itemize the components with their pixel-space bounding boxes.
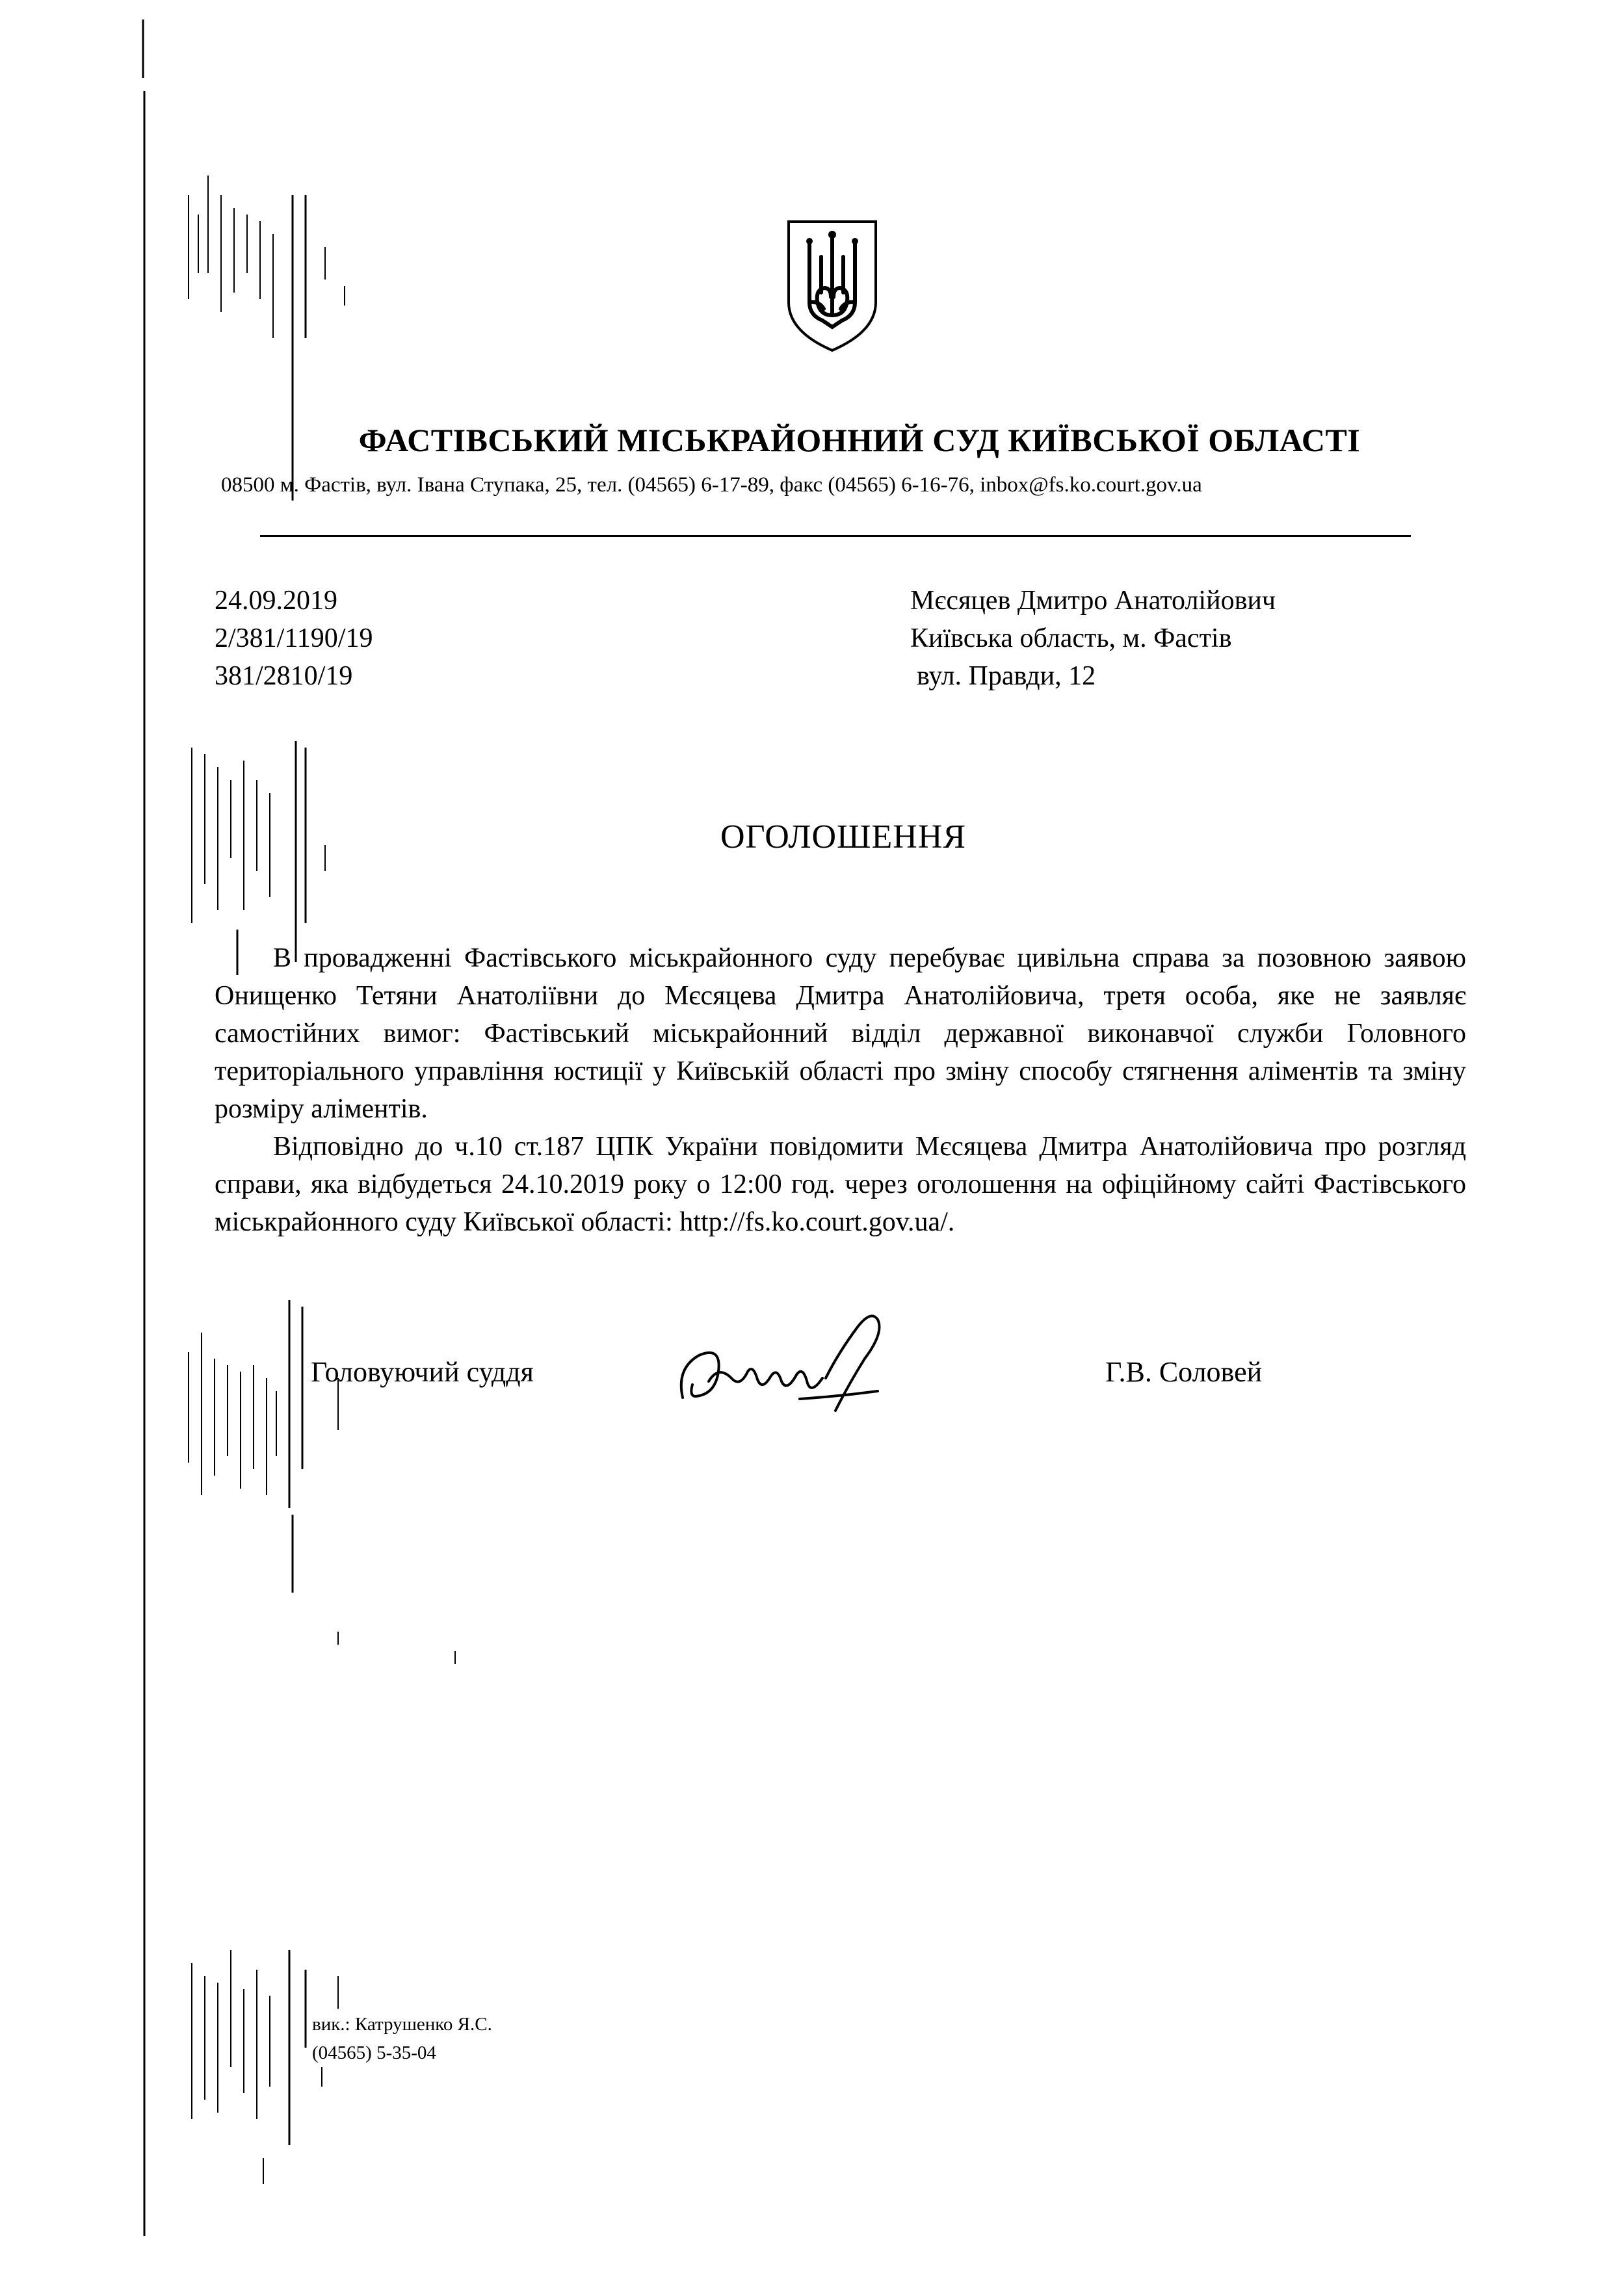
document-meta: [215, 582, 373, 695]
presiding-judge-label: Головуючий суддя: [311, 1356, 534, 1388]
recipient-block: [910, 582, 1276, 695]
executor-phone: (04565) 5-35-04: [312, 2042, 436, 2063]
executor-block: [312, 2010, 492, 2067]
announcement-paragraph-1: В провадженні Фастівського міськрайонного суду перебуває цивільна справа за позовною заявою Онищенко Тетяни Анатоліївни до Мєсяцева Дмитра Анатолійовича, третя особа, яке не заявляє самостійних вимог: Фастівський міськрайонний відділ державної виконавчої служби Головного територіального управління юстиції у Київській області про зміну способу стягнення аліментів та зміну розміру аліментів.: [215, 943, 1466, 1124]
coat-of-arms-icon: [783, 218, 881, 354]
case-number-1: 2/381/1190/19: [215, 623, 373, 653]
header-divider: [260, 535, 1411, 537]
court-name: ФАСТІВСЬКИЙ МІСЬКРАЙОННИЙ СУД КИЇВСЬКОЇ ОБЛАСТІ: [358, 422, 1361, 458]
executor-name: вик.: Катрушенко Я.С.: [312, 2014, 492, 2035]
case-number-2: 381/2810/19: [215, 661, 353, 691]
announcement-body: [215, 939, 1466, 1241]
judge-name: Г.В. Соловей: [1105, 1356, 1263, 1388]
announcement-title: ОГОЛОШЕННЯ: [720, 818, 967, 855]
recipient-street: вул. Правди, 12: [917, 661, 1096, 691]
court-address: 08500 м. Фастів, вул. Івана Ступака, 25, тел. (04565) 6-17-89, факс (04565) 6-16-76, inbox@fs.ko.court.gov.ua: [221, 473, 1202, 497]
handwritten-signature: [670, 1307, 904, 1420]
recipient-name: Мєсяцев Дмитро Анатолійович: [910, 586, 1276, 616]
announcement-paragraph-2: Відповідно до ч.10 ст.187 ЦПК України повідомити Мєсяцева Дмитра Анатолійовича про розгляд справи, яка відбудеться 24.10.2019 року о 12:00 год. через оголошення на офіційному сайті Фастівського міськрайонного суду Київської області: http://fs.ko.court.gov.ua/.: [215, 1132, 1466, 1237]
recipient-region: Київська область, м. Фастів: [910, 623, 1232, 653]
document-date: 24.09.2019: [215, 586, 337, 616]
